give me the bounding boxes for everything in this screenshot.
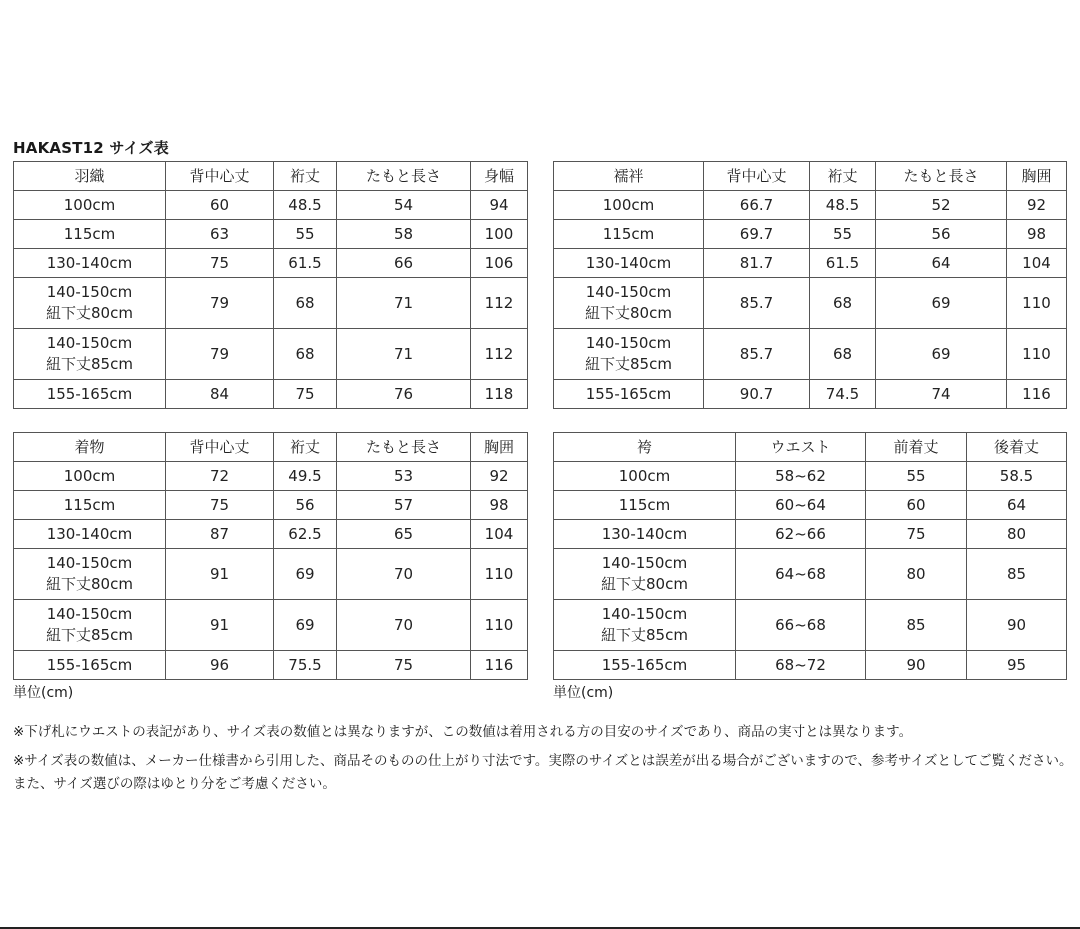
value-cell: 75.5 xyxy=(274,651,337,680)
haori-size-table xyxy=(13,161,528,409)
value-cell: 61.5 xyxy=(810,249,876,278)
value-cell: 48.5 xyxy=(274,191,337,220)
value-cell: 90 xyxy=(967,600,1067,651)
value-cell: 56 xyxy=(274,491,337,520)
unit-label-left: 単位(cm) xyxy=(13,685,74,701)
size-cell: 155-165cm xyxy=(554,380,704,409)
size-cell: 115cm xyxy=(14,220,166,249)
size-label: 140-150cm xyxy=(601,605,688,623)
value-cell: 62.5 xyxy=(274,520,337,549)
size-cell: 155-165cm xyxy=(14,380,166,409)
value-cell: 92 xyxy=(1007,191,1067,220)
value-cell: 104 xyxy=(1007,249,1067,278)
table-row xyxy=(14,600,528,651)
value-cell: 84 xyxy=(166,380,274,409)
hakama-size-table xyxy=(553,432,1067,680)
value-cell: 112 xyxy=(471,329,528,380)
value-cell: 90.7 xyxy=(704,380,810,409)
value-cell: 48.5 xyxy=(810,191,876,220)
value-cell: 53 xyxy=(337,462,471,491)
value-cell: 49.5 xyxy=(274,462,337,491)
header-cell: 襦袢 xyxy=(554,162,704,191)
value-cell: 72 xyxy=(166,462,274,491)
header-cell: ウエスト xyxy=(736,433,866,462)
size-cell xyxy=(14,549,166,600)
value-cell: 66.7 xyxy=(704,191,810,220)
header-cell: 羽織 xyxy=(14,162,166,191)
value-cell: 68~72 xyxy=(736,651,866,680)
table-row xyxy=(14,191,528,220)
size-cell: 100cm xyxy=(14,191,166,220)
size-cell: 115cm xyxy=(554,491,736,520)
header-cell: 身幅 xyxy=(471,162,528,191)
table-row xyxy=(14,249,528,278)
value-cell: 85.7 xyxy=(704,278,810,329)
value-cell: 110 xyxy=(1007,329,1067,380)
value-cell: 64 xyxy=(967,491,1067,520)
value-cell: 71 xyxy=(337,278,471,329)
value-cell: 91 xyxy=(166,549,274,600)
value-cell: 85.7 xyxy=(704,329,810,380)
value-cell: 79 xyxy=(166,278,274,329)
value-cell: 58~62 xyxy=(736,462,866,491)
table-row xyxy=(14,549,528,600)
value-cell: 68 xyxy=(810,278,876,329)
header-cell: 後着丈 xyxy=(967,433,1067,462)
size-note: 紐下丈85cm xyxy=(585,355,672,373)
header-cell: 背中心丈 xyxy=(704,162,810,191)
value-cell: 104 xyxy=(471,520,528,549)
value-cell: 98 xyxy=(1007,220,1067,249)
value-cell: 69 xyxy=(274,549,337,600)
size-note: 紐下丈80cm xyxy=(46,575,133,593)
value-cell: 55 xyxy=(274,220,337,249)
value-cell: 110 xyxy=(1007,278,1067,329)
value-cell: 75 xyxy=(166,491,274,520)
table-row xyxy=(554,462,1067,491)
size-cell: 130-140cm xyxy=(14,249,166,278)
header-cell: 裄丈 xyxy=(810,162,876,191)
value-cell: 81.7 xyxy=(704,249,810,278)
header-cell: 背中心丈 xyxy=(166,162,274,191)
value-cell: 90 xyxy=(866,651,967,680)
value-cell: 76 xyxy=(337,380,471,409)
table-row xyxy=(554,329,1067,380)
header-cell: 胸囲 xyxy=(1007,162,1067,191)
size-cell: 100cm xyxy=(14,462,166,491)
value-cell: 80 xyxy=(967,520,1067,549)
size-label: 140-150cm xyxy=(46,554,133,572)
size-cell: 100cm xyxy=(554,462,736,491)
value-cell: 60 xyxy=(166,191,274,220)
value-cell: 52 xyxy=(876,191,1007,220)
header-cell: たもと長さ xyxy=(876,162,1007,191)
value-cell: 100 xyxy=(471,220,528,249)
size-note: 紐下丈85cm xyxy=(46,626,133,644)
size-cell: 130-140cm xyxy=(554,520,736,549)
table-row xyxy=(554,380,1067,409)
header-cell: 裄丈 xyxy=(274,433,337,462)
value-cell: 58.5 xyxy=(967,462,1067,491)
value-cell: 96 xyxy=(166,651,274,680)
table-row xyxy=(554,651,1067,680)
size-note: 紐下丈80cm xyxy=(46,304,133,322)
value-cell: 68 xyxy=(274,329,337,380)
header-cell: 袴 xyxy=(554,433,736,462)
value-cell: 60 xyxy=(866,491,967,520)
table-row xyxy=(554,249,1067,278)
value-cell: 79 xyxy=(166,329,274,380)
value-cell: 95 xyxy=(967,651,1067,680)
value-cell: 74 xyxy=(876,380,1007,409)
value-cell: 69 xyxy=(876,278,1007,329)
value-cell: 65 xyxy=(337,520,471,549)
size-cell xyxy=(14,600,166,651)
size-cell: 115cm xyxy=(14,491,166,520)
value-cell: 69.7 xyxy=(704,220,810,249)
value-cell: 74.5 xyxy=(810,380,876,409)
value-cell: 66 xyxy=(337,249,471,278)
value-cell: 75 xyxy=(337,651,471,680)
value-cell: 60~64 xyxy=(736,491,866,520)
value-cell: 98 xyxy=(471,491,528,520)
value-cell: 64~68 xyxy=(736,549,866,600)
note-size-values: ※サイズ表の数値は、メーカー仕様書から引用した、商品そのものの仕上がり寸法です。実際のサイズとは誤差が出る場合がございますので、参考サイズとしてご覧ください。また、サイズ選びの際はゆとり分をご考慮ください。 xyxy=(13,753,1073,792)
value-cell: 70 xyxy=(337,549,471,600)
size-cell: 155-165cm xyxy=(14,651,166,680)
size-cell: 130-140cm xyxy=(14,520,166,549)
value-cell: 92 xyxy=(471,462,528,491)
table-row xyxy=(554,278,1067,329)
size-cell xyxy=(554,329,704,380)
size-cell: 115cm xyxy=(554,220,704,249)
value-cell: 68 xyxy=(810,329,876,380)
value-cell: 55 xyxy=(866,462,967,491)
size-cell xyxy=(554,278,704,329)
table-row xyxy=(14,651,528,680)
size-cell xyxy=(554,549,736,600)
page-title: HAKAST12 サイズ表 xyxy=(13,139,169,157)
kimono-size-table xyxy=(13,432,528,680)
size-label: 140-150cm xyxy=(46,605,133,623)
size-label: 140-150cm xyxy=(585,334,672,352)
value-cell: 57 xyxy=(337,491,471,520)
table-row xyxy=(14,380,528,409)
value-cell: 56 xyxy=(876,220,1007,249)
value-cell: 69 xyxy=(876,329,1007,380)
size-cell: 155-165cm xyxy=(554,651,736,680)
table-header-row xyxy=(14,433,528,462)
value-cell: 94 xyxy=(471,191,528,220)
table-row xyxy=(554,600,1067,651)
size-note: 紐下丈80cm xyxy=(585,304,672,322)
value-cell: 112 xyxy=(471,278,528,329)
table-row xyxy=(14,329,528,380)
table-row xyxy=(14,520,528,549)
table-header-row xyxy=(554,162,1067,191)
value-cell: 87 xyxy=(166,520,274,549)
value-cell: 62~66 xyxy=(736,520,866,549)
size-label: 140-150cm xyxy=(601,554,688,572)
value-cell: 68 xyxy=(274,278,337,329)
value-cell: 110 xyxy=(471,600,528,651)
table-row xyxy=(554,491,1067,520)
value-cell: 61.5 xyxy=(274,249,337,278)
value-cell: 91 xyxy=(166,600,274,651)
value-cell: 116 xyxy=(471,651,528,680)
value-cell: 63 xyxy=(166,220,274,249)
header-cell: 胸囲 xyxy=(471,433,528,462)
header-cell: 裄丈 xyxy=(274,162,337,191)
header-cell: たもと長さ xyxy=(337,433,471,462)
value-cell: 55 xyxy=(810,220,876,249)
value-cell: 106 xyxy=(471,249,528,278)
value-cell: 85 xyxy=(967,549,1067,600)
table-row xyxy=(14,491,528,520)
size-note: 紐下丈80cm xyxy=(601,575,688,593)
header-cell: 前着丈 xyxy=(866,433,967,462)
table-row xyxy=(14,278,528,329)
note-hanging-tag: ※下げ札にウエストの表記があり、サイズ表の数値とは異なりますが、この数値は着用される方の目安のサイズであり、商品の実寸とは異なります。 xyxy=(13,724,913,740)
size-cell xyxy=(554,600,736,651)
size-cell xyxy=(14,329,166,380)
header-cell: たもと長さ xyxy=(337,162,471,191)
value-cell: 70 xyxy=(337,600,471,651)
table-row xyxy=(554,520,1067,549)
value-cell: 118 xyxy=(471,380,528,409)
value-cell: 69 xyxy=(274,600,337,651)
juban-size-table xyxy=(553,161,1067,409)
size-cell: 130-140cm xyxy=(554,249,704,278)
size-cell xyxy=(14,278,166,329)
table-row xyxy=(14,220,528,249)
size-note: 紐下丈85cm xyxy=(46,355,133,373)
value-cell: 75 xyxy=(274,380,337,409)
header-cell: 背中心丈 xyxy=(166,433,274,462)
table-row xyxy=(554,549,1067,600)
value-cell: 75 xyxy=(866,520,967,549)
size-cell: 100cm xyxy=(554,191,704,220)
header-cell: 着物 xyxy=(14,433,166,462)
value-cell: 71 xyxy=(337,329,471,380)
value-cell: 64 xyxy=(876,249,1007,278)
table-row xyxy=(14,462,528,491)
value-cell: 85 xyxy=(866,600,967,651)
value-cell: 116 xyxy=(1007,380,1067,409)
table-row xyxy=(554,191,1067,220)
value-cell: 75 xyxy=(166,249,274,278)
value-cell: 54 xyxy=(337,191,471,220)
size-label: 140-150cm xyxy=(46,334,133,352)
value-cell: 110 xyxy=(471,549,528,600)
value-cell: 80 xyxy=(866,549,967,600)
value-cell: 58 xyxy=(337,220,471,249)
value-cell: 66~68 xyxy=(736,600,866,651)
table-row xyxy=(554,220,1067,249)
size-label: 140-150cm xyxy=(46,283,133,301)
table-header-row xyxy=(554,433,1067,462)
unit-label-right: 単位(cm) xyxy=(553,685,614,701)
size-note: 紐下丈85cm xyxy=(601,626,688,644)
size-label: 140-150cm xyxy=(585,283,672,301)
table-header-row xyxy=(14,162,528,191)
